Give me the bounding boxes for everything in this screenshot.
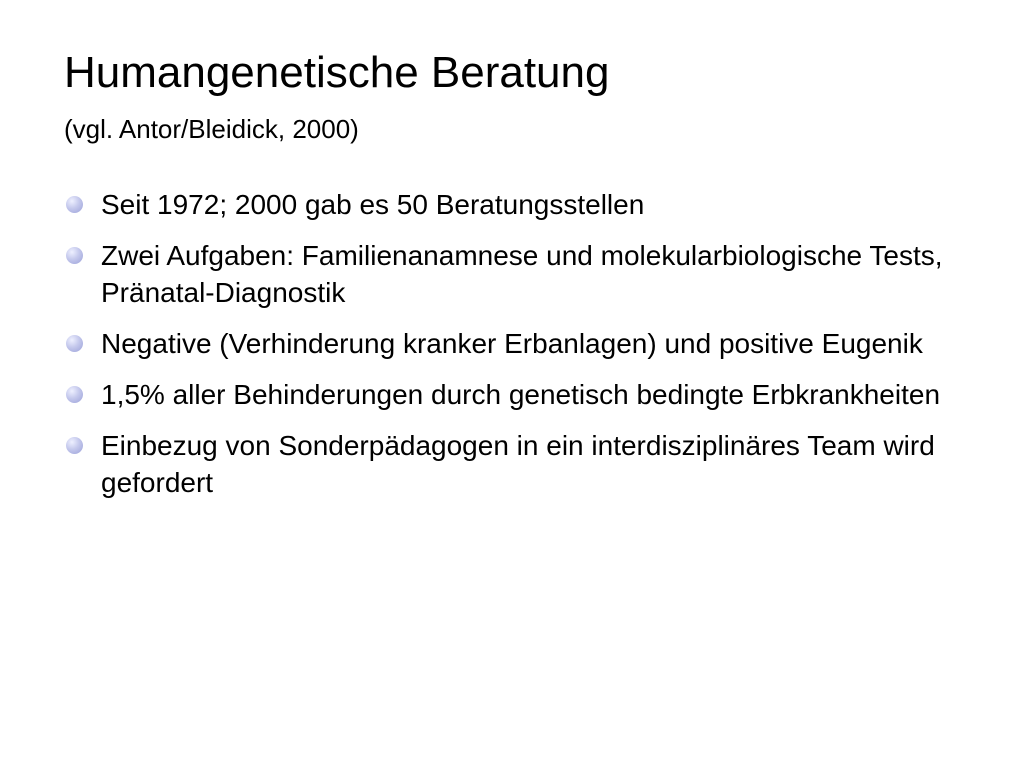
list-item [64, 237, 964, 311]
bullet-dot-icon [66, 196, 83, 213]
list-item [64, 376, 964, 413]
slide-title: Humangenetische Beratung [64, 48, 610, 97]
bullet-list [64, 186, 964, 515]
bullet-dot-icon [66, 437, 83, 454]
bullet-text: 1,5% aller Behinderungen durch genetisch bedingte Erbkrankheiten [101, 379, 941, 410]
bullet-dot-icon [66, 247, 83, 264]
list-item [64, 427, 964, 501]
bullet-text: Zwei Aufgaben: Familienanamnese und molekularbiologische Tests, Pränatal-Diagnostik [101, 240, 943, 308]
list-item [64, 325, 964, 362]
slide-subtitle: (vgl. Antor/Bleidick, 2000) [64, 114, 359, 144]
bullet-text: Seit 1972; 2000 gab es 50 Beratungsstellen [101, 189, 645, 220]
bullet-text: Einbezug von Sonderpädagogen in ein interdisziplinäres Team wird gefordert [101, 430, 935, 498]
list-item [64, 186, 964, 223]
bullet-dot-icon [66, 335, 83, 352]
bullet-text: Negative (Verhinderung kranker Erbanlagen) und positive Eugenik [101, 328, 923, 359]
bullet-dot-icon [66, 386, 83, 403]
